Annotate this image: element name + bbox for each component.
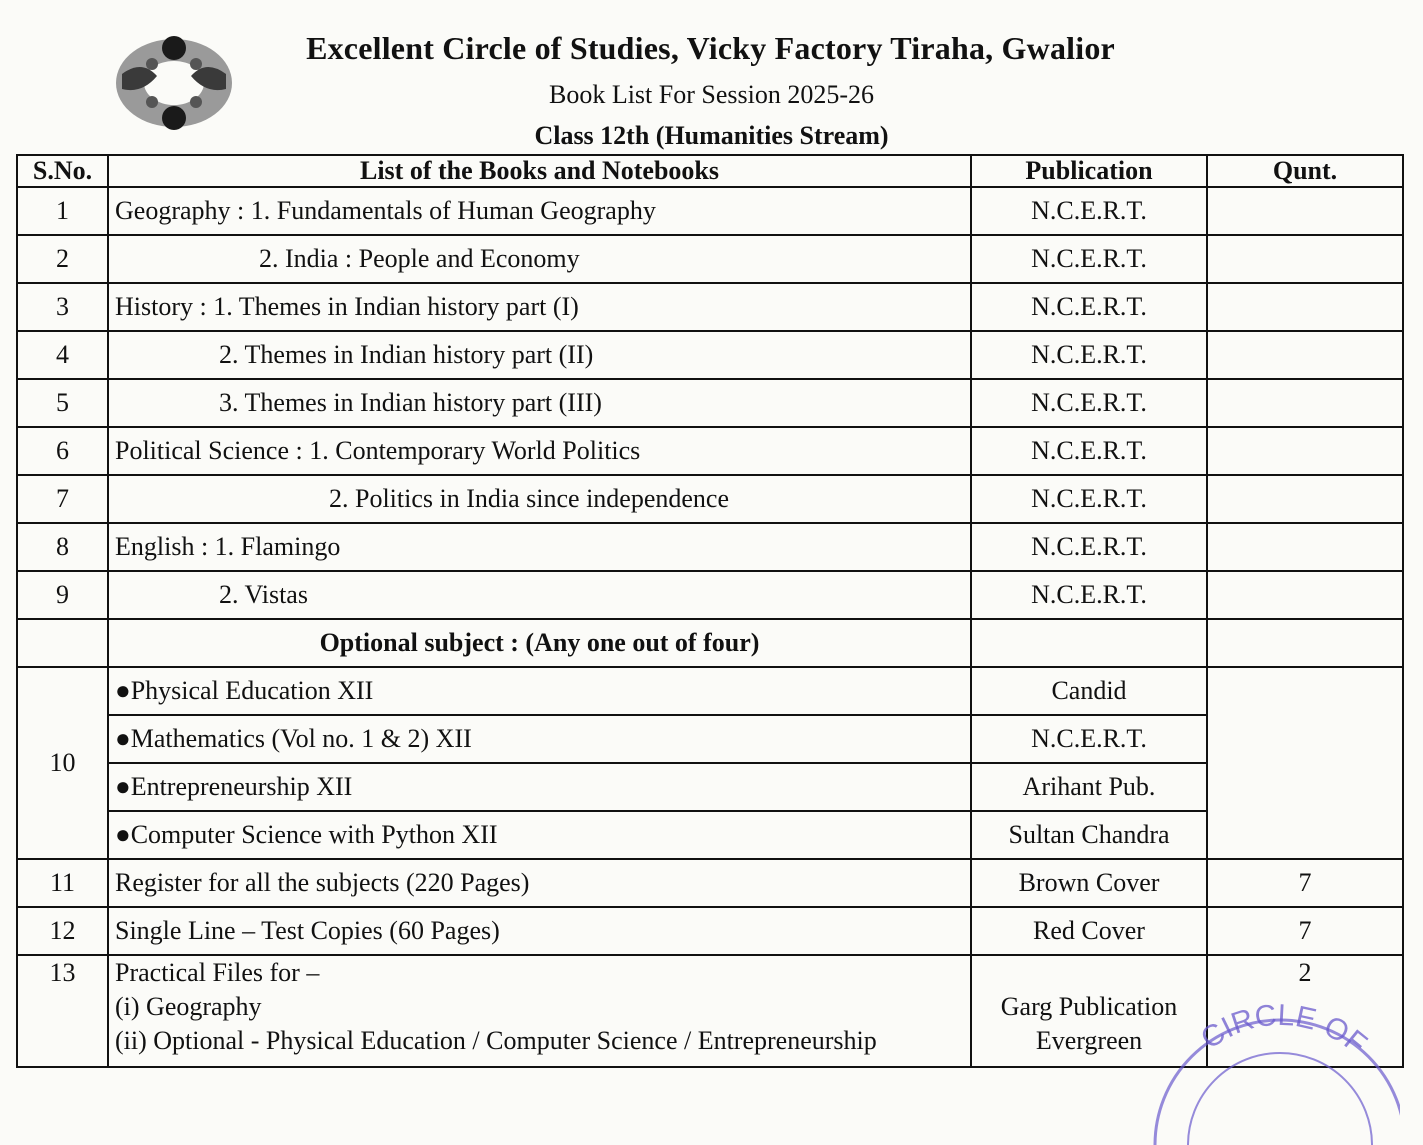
row-publication: N.C.E.R.T. xyxy=(971,523,1207,571)
row-book: 2. Themes in Indian history part (II) xyxy=(108,331,971,379)
optional-row xyxy=(17,667,1403,715)
optional-book: ●Computer Science with Python XII xyxy=(108,811,971,859)
table-row xyxy=(17,571,1403,619)
row-sno: 13 xyxy=(17,955,108,1067)
row-sno: 2 xyxy=(17,235,108,283)
practical-pub-3: Evergreen xyxy=(1035,1026,1143,1055)
row-publication: N.C.E.R.T. xyxy=(971,571,1207,619)
row-qty xyxy=(1207,379,1403,427)
row-publication: N.C.E.R.T. xyxy=(971,379,1207,427)
practical-qty: 2 xyxy=(1207,955,1403,1067)
optional-row xyxy=(17,811,1403,859)
optional-publication: Candid xyxy=(971,667,1207,715)
row-qty xyxy=(1207,475,1403,523)
row-publication: N.C.E.R.T. xyxy=(971,475,1207,523)
optional-row xyxy=(17,715,1403,763)
table-row xyxy=(17,235,1403,283)
table-row xyxy=(17,523,1403,571)
row-qty: 7 xyxy=(1207,907,1403,955)
table-header-row xyxy=(17,155,1403,187)
table-row xyxy=(17,475,1403,523)
header-books: List of the Books and Notebooks xyxy=(108,155,971,187)
table-row xyxy=(17,331,1403,379)
row-qty: 7 xyxy=(1207,859,1403,907)
optional-publication: N.C.E.R.T. xyxy=(971,715,1207,763)
row-book: Single Line – Test Copies (60 Pages) xyxy=(108,907,971,955)
row-qty xyxy=(1207,427,1403,475)
row-sno: 11 xyxy=(17,859,108,907)
optional-book: ●Entrepreneurship XII xyxy=(108,763,971,811)
table-row xyxy=(17,379,1403,427)
row-sno: 9 xyxy=(17,571,108,619)
table-row xyxy=(17,427,1403,475)
practical-pub-2: Garg Publication xyxy=(1000,992,1178,1021)
optional-book: ●Physical Education XII xyxy=(108,667,971,715)
row-publication: N.C.E.R.T. xyxy=(971,187,1207,235)
row-qty xyxy=(1207,283,1403,331)
row-sno: 6 xyxy=(17,427,108,475)
row-qty xyxy=(1207,571,1403,619)
row-sno: 7 xyxy=(17,475,108,523)
row-book: History : 1. Themes in Indian history part (I) xyxy=(108,283,971,331)
optional-heading: Optional subject : (Any one out of four) xyxy=(108,619,971,667)
optional-book: ●Mathematics (Vol no. 1 & 2) XII xyxy=(108,715,971,763)
table-row xyxy=(17,907,1403,955)
header-publication: Publication xyxy=(971,155,1207,187)
class-stream-line: Class 12th (Humanities Stream) xyxy=(534,121,889,150)
row-sno: 12 xyxy=(17,907,108,955)
row-publication: Red Cover xyxy=(971,907,1207,955)
practical-line-3: (ii) Optional - Physical Education / Computer Science / Entrepreneurship xyxy=(115,1026,877,1055)
row-sno: 5 xyxy=(17,379,108,427)
optional-row xyxy=(17,763,1403,811)
row-book: 2. Politics in India since independence xyxy=(108,475,971,523)
practical-line-1: Practical Files for – xyxy=(115,958,320,987)
book-list-table xyxy=(16,154,1404,1068)
row-publication: N.C.E.R.T. xyxy=(971,235,1207,283)
table-row xyxy=(17,187,1403,235)
row-publication: N.C.E.R.T. xyxy=(971,331,1207,379)
practical-publication xyxy=(971,955,1207,1067)
row-publication: N.C.E.R.T. xyxy=(971,283,1207,331)
row-book: Political Science : 1. Contemporary World Politics xyxy=(108,427,971,475)
header-qty: Qunt. xyxy=(1207,155,1403,187)
row-book: 2. India : People and Economy xyxy=(108,235,971,283)
optional-sno: 10 xyxy=(17,667,108,859)
row-qty xyxy=(1207,187,1403,235)
header-sno: S.No. xyxy=(17,155,108,187)
row-publication: N.C.E.R.T. xyxy=(971,427,1207,475)
row-book: English : 1. Flamingo xyxy=(108,523,971,571)
row-publication: Brown Cover xyxy=(971,859,1207,907)
institute-title: Excellent Circle of Studies, Vicky Factory Tiraha, Gwalior xyxy=(306,30,1115,66)
optional-publication: Arihant Pub. xyxy=(971,763,1207,811)
row-sno: 3 xyxy=(17,283,108,331)
table-row xyxy=(17,283,1403,331)
session-subtitle: Book List For Session 2025-26 xyxy=(548,80,875,109)
practical-line-2: (i) Geography xyxy=(115,992,262,1021)
row-sno: 1 xyxy=(17,187,108,235)
row-book: 3. Themes in Indian history part (III) xyxy=(108,379,971,427)
practical-row xyxy=(17,955,1403,1067)
row-qty xyxy=(1207,235,1403,283)
stamp-text: CIRCLE OF xyxy=(1195,998,1373,1061)
practical-book xyxy=(108,955,971,1067)
row-book: Register for all the subjects (220 Pages) xyxy=(108,859,971,907)
table-row xyxy=(17,859,1403,907)
row-qty xyxy=(1207,523,1403,571)
row-sno: 8 xyxy=(17,523,108,571)
optional-publication: Sultan Chandra xyxy=(971,811,1207,859)
row-sno: 4 xyxy=(17,331,108,379)
optional-heading-row xyxy=(17,619,1403,667)
row-book: Geography : 1. Fundamentals of Human Geography xyxy=(108,187,971,235)
row-qty xyxy=(1207,331,1403,379)
row-book: 2. Vistas xyxy=(108,571,971,619)
